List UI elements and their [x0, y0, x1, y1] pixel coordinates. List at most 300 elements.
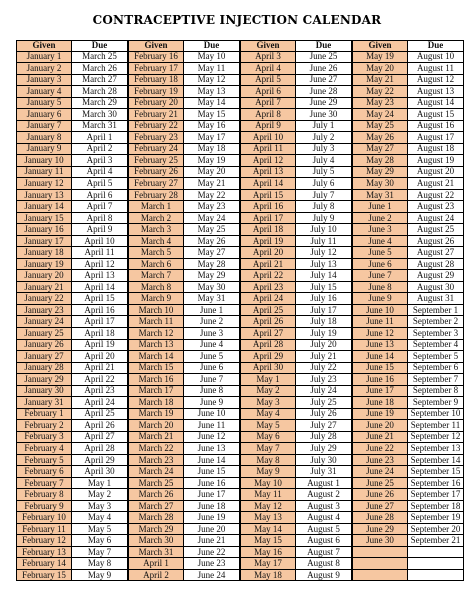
due-date-cell: April 10: [72, 236, 128, 248]
due-date-cell: August 7: [296, 547, 352, 559]
due-date-cell: May 6: [72, 535, 128, 547]
given-date-cell: February 18: [128, 75, 184, 87]
due-date-cell: May 18: [184, 144, 240, 156]
due-date-cell: July 30: [296, 455, 352, 467]
given-date-cell: June 22: [352, 443, 408, 455]
given-date-cell: February 3: [16, 432, 72, 444]
due-date-cell: April 18: [72, 328, 128, 340]
due-date-cell: July 25: [296, 397, 352, 409]
given-date-cell: March 12: [128, 328, 184, 340]
due-date-cell: June 11: [184, 420, 240, 432]
due-date-cell: April 6: [72, 190, 128, 202]
given-date-cell: February 19: [128, 86, 184, 98]
due-date-cell: March 29: [72, 98, 128, 110]
given-date-cell: April 17: [240, 213, 296, 225]
given-date-cell: January 24: [16, 316, 72, 328]
given-date-cell: March 30: [128, 535, 184, 547]
column-header-given: Given: [240, 40, 296, 52]
given-date-cell: February 8: [16, 489, 72, 501]
given-date-cell: February 17: [128, 63, 184, 75]
given-date-cell: January 27: [16, 351, 72, 363]
due-date-cell: April 25: [72, 409, 128, 421]
given-date-cell: January 31: [16, 397, 72, 409]
given-date-cell: May 31: [352, 190, 408, 202]
given-date-cell: March 2: [128, 213, 184, 225]
due-date-cell: July 20: [296, 340, 352, 352]
given-date-cell: May 19: [352, 52, 408, 64]
due-date-cell: August 20: [408, 167, 464, 179]
given-date-cell: June 4: [352, 236, 408, 248]
due-date-cell: June 20: [184, 524, 240, 536]
due-date-cell: July 26: [296, 409, 352, 421]
due-date-cell: August 23: [408, 201, 464, 213]
due-date-cell: July 21: [296, 351, 352, 363]
given-date-cell: April 11: [240, 144, 296, 156]
due-date-cell: August 24: [408, 213, 464, 225]
given-date-cell: March 5: [128, 247, 184, 259]
due-date-cell: August 8: [296, 558, 352, 570]
due-date-cell: June 10: [184, 409, 240, 421]
given-date-cell: February 6: [16, 466, 72, 478]
given-date-cell: June 13: [352, 340, 408, 352]
given-date-cell: May 11: [240, 489, 296, 501]
given-date-cell: June 16: [352, 374, 408, 386]
given-date-cell: April 4: [240, 63, 296, 75]
given-date-cell: January 1: [16, 52, 72, 64]
due-date-cell: June 26: [296, 63, 352, 75]
due-date-cell: September 16: [408, 478, 464, 490]
due-date-cell: May 26: [184, 236, 240, 248]
given-date-cell: January 7: [16, 121, 72, 133]
due-date-cell: [408, 570, 464, 582]
due-date-cell: September 10: [408, 409, 464, 421]
given-date-cell: February 11: [16, 524, 72, 536]
given-date-cell: January 6: [16, 109, 72, 121]
given-date-cell: April 26: [240, 316, 296, 328]
given-date-cell: February 26: [128, 167, 184, 179]
given-date-cell: May 20: [352, 63, 408, 75]
given-date-cell: April 18: [240, 224, 296, 236]
due-date-cell: May 27: [184, 247, 240, 259]
given-date-cell: May 5: [240, 420, 296, 432]
given-date-cell: April 15: [240, 190, 296, 202]
given-date-cell: June 2: [352, 213, 408, 225]
due-date-cell: August 12: [408, 75, 464, 87]
due-date-cell: July 15: [296, 282, 352, 294]
given-date-cell: April 10: [240, 132, 296, 144]
due-date-cell: July 17: [296, 305, 352, 317]
given-date-cell: March 29: [128, 524, 184, 536]
due-date-cell: August 28: [408, 259, 464, 271]
due-date-cell: June 18: [184, 501, 240, 513]
due-date-cell: August 6: [296, 535, 352, 547]
given-date-cell: February 5: [16, 455, 72, 467]
calendar-block-3: [240, 40, 352, 593]
given-date-cell: May 17: [240, 558, 296, 570]
due-date-cell: June 21: [184, 535, 240, 547]
given-date-cell: March 24: [128, 466, 184, 478]
given-date-cell: January 29: [16, 374, 72, 386]
due-date-cell: April 17: [72, 316, 128, 328]
given-date-cell: February 14: [16, 558, 72, 570]
given-date-cell: May 22: [352, 86, 408, 98]
given-date-cell: January 30: [16, 386, 72, 398]
given-date-cell: January 10: [16, 155, 72, 167]
given-date-cell: May 2: [240, 386, 296, 398]
due-date-cell: May 14: [184, 98, 240, 110]
given-date-cell: April 2: [128, 570, 184, 582]
given-date-cell: March 17: [128, 386, 184, 398]
given-date-cell: May 23: [352, 98, 408, 110]
given-date-cell: March 25: [128, 478, 184, 490]
given-date-cell: February 21: [128, 109, 184, 121]
given-date-cell: June 10: [352, 305, 408, 317]
given-date-cell: May 30: [352, 178, 408, 190]
due-date-cell: July 2: [296, 132, 352, 144]
given-date-cell: June 23: [352, 455, 408, 467]
given-date-cell: February 12: [16, 535, 72, 547]
due-date-cell: May 1: [72, 478, 128, 490]
given-date-cell: January 12: [16, 178, 72, 190]
given-date-cell: February 20: [128, 98, 184, 110]
due-date-cell: September 9: [408, 397, 464, 409]
given-date-cell: June 11: [352, 316, 408, 328]
given-date-cell: June 12: [352, 328, 408, 340]
given-date-cell: June 9: [352, 293, 408, 305]
given-date-cell: May 10: [240, 478, 296, 490]
due-date-cell: September 19: [408, 512, 464, 524]
given-date-cell: January 13: [16, 190, 72, 202]
due-date-cell: April 3: [72, 155, 128, 167]
given-date-cell: [352, 547, 408, 559]
due-date-cell: June 6: [184, 363, 240, 375]
due-date-cell: April 27: [72, 432, 128, 444]
column-header-due: Due: [184, 40, 240, 52]
due-date-cell: June 23: [184, 558, 240, 570]
due-date-cell: August 4: [296, 512, 352, 524]
given-date-cell: March 23: [128, 455, 184, 467]
given-date-cell: [352, 558, 408, 570]
given-date-cell: June 7: [352, 270, 408, 282]
given-date-cell: May 13: [240, 512, 296, 524]
given-date-cell: April 8: [240, 109, 296, 121]
given-date-cell: January 20: [16, 270, 72, 282]
given-date-cell: February 24: [128, 144, 184, 156]
due-date-cell: May 25: [184, 224, 240, 236]
given-date-cell: April 29: [240, 351, 296, 363]
given-date-cell: January 25: [16, 328, 72, 340]
given-date-cell: March 1: [128, 201, 184, 213]
given-date-cell: April 23: [240, 282, 296, 294]
given-date-cell: April 28: [240, 340, 296, 352]
given-date-cell: May 15: [240, 535, 296, 547]
due-date-cell: May 12: [184, 75, 240, 87]
due-date-cell: July 27: [296, 420, 352, 432]
given-date-cell: February 15: [16, 570, 72, 582]
column-header-due: Due: [72, 40, 128, 52]
given-date-cell: January 2: [16, 63, 72, 75]
given-date-cell: April 16: [240, 201, 296, 213]
due-date-cell: April 26: [72, 420, 128, 432]
due-date-cell: June 22: [184, 547, 240, 559]
given-date-cell: April 27: [240, 328, 296, 340]
due-date-cell: September 14: [408, 455, 464, 467]
due-date-cell: July 3: [296, 144, 352, 156]
due-date-cell: August 25: [408, 224, 464, 236]
due-date-cell: June 4: [184, 340, 240, 352]
given-date-cell: January 3: [16, 75, 72, 87]
due-date-cell: May 30: [184, 282, 240, 294]
calendar-grid: [16, 40, 465, 593]
given-date-cell: March 19: [128, 409, 184, 421]
due-date-cell: July 1: [296, 121, 352, 133]
due-date-cell: August 13: [408, 86, 464, 98]
given-date-cell: June 30: [352, 535, 408, 547]
given-date-cell: May 14: [240, 524, 296, 536]
given-date-cell: March 7: [128, 270, 184, 282]
due-date-cell: April 28: [72, 443, 128, 455]
given-date-cell: February 1: [16, 409, 72, 421]
due-date-cell: July 22: [296, 363, 352, 375]
due-date-cell: August 2: [296, 489, 352, 501]
given-date-cell: March 3: [128, 224, 184, 236]
given-date-cell: March 31: [128, 547, 184, 559]
given-date-cell: January 23: [16, 305, 72, 317]
given-date-cell: March 26: [128, 489, 184, 501]
due-date-cell: June 1: [184, 305, 240, 317]
due-date-cell: June 29: [296, 98, 352, 110]
given-date-cell: April 9: [240, 121, 296, 133]
due-date-cell: May 19: [184, 155, 240, 167]
due-date-cell: July 12: [296, 247, 352, 259]
due-date-cell: July 24: [296, 386, 352, 398]
due-date-cell: September 13: [408, 443, 464, 455]
given-date-cell: April 24: [240, 293, 296, 305]
due-date-cell: May 9: [72, 570, 128, 582]
given-date-cell: April 22: [240, 270, 296, 282]
given-date-cell: March 13: [128, 340, 184, 352]
calendar-block-4: [352, 40, 464, 593]
due-date-cell: September 15: [408, 466, 464, 478]
due-date-cell: June 2: [184, 316, 240, 328]
given-date-cell: January 28: [16, 363, 72, 375]
given-date-cell: March 8: [128, 282, 184, 294]
given-date-cell: March 27: [128, 501, 184, 513]
due-date-cell: April 24: [72, 397, 128, 409]
given-date-cell: June 14: [352, 351, 408, 363]
given-date-cell: April 14: [240, 178, 296, 190]
given-date-cell: May 6: [240, 432, 296, 444]
given-date-cell: February 9: [16, 501, 72, 513]
due-date-cell: August 15: [408, 109, 464, 121]
due-date-cell: September 11: [408, 420, 464, 432]
due-date-cell: June 7: [184, 374, 240, 386]
due-date-cell: April 7: [72, 201, 128, 213]
due-date-cell: August 9: [296, 570, 352, 582]
due-date-cell: April 1: [72, 132, 128, 144]
due-date-cell: August 17: [408, 132, 464, 144]
due-date-cell: July 16: [296, 293, 352, 305]
given-date-cell: April 7: [240, 98, 296, 110]
due-date-cell: May 11: [184, 63, 240, 75]
given-date-cell: March 22: [128, 443, 184, 455]
due-date-cell: June 25: [296, 52, 352, 64]
due-date-cell: June 3: [184, 328, 240, 340]
due-date-cell: March 26: [72, 63, 128, 75]
given-date-cell: March 16: [128, 374, 184, 386]
due-date-cell: May 29: [184, 270, 240, 282]
given-date-cell: April 3: [240, 52, 296, 64]
due-date-cell: March 31: [72, 121, 128, 133]
given-date-cell: May 27: [352, 144, 408, 156]
given-date-cell: May 16: [240, 547, 296, 559]
given-date-cell: January 22: [16, 293, 72, 305]
due-date-cell: April 20: [72, 351, 128, 363]
given-date-cell: February 28: [128, 190, 184, 202]
given-date-cell: May 26: [352, 132, 408, 144]
due-date-cell: August 19: [408, 155, 464, 167]
due-date-cell: August 5: [296, 524, 352, 536]
given-date-cell: March 15: [128, 363, 184, 375]
due-date-cell: May 22: [184, 190, 240, 202]
due-date-cell: April 15: [72, 293, 128, 305]
due-date-cell: September 21: [408, 535, 464, 547]
due-date-cell: April 22: [72, 374, 128, 386]
due-date-cell: July 10: [296, 224, 352, 236]
due-date-cell: August 16: [408, 121, 464, 133]
given-date-cell: May 21: [352, 75, 408, 87]
due-date-cell: July 6: [296, 178, 352, 190]
given-date-cell: January 15: [16, 213, 72, 225]
due-date-cell: May 10: [184, 52, 240, 64]
given-date-cell: March 21: [128, 432, 184, 444]
due-date-cell: May 4: [72, 512, 128, 524]
due-date-cell: July 18: [296, 316, 352, 328]
due-date-cell: August 1: [296, 478, 352, 490]
given-date-cell: June 1: [352, 201, 408, 213]
given-date-cell: March 28: [128, 512, 184, 524]
given-date-cell: April 5: [240, 75, 296, 87]
due-date-cell: September 6: [408, 363, 464, 375]
given-date-cell: June 25: [352, 478, 408, 490]
due-date-cell: August 11: [408, 63, 464, 75]
due-date-cell: May 21: [184, 178, 240, 190]
due-date-cell: May 8: [72, 558, 128, 570]
given-date-cell: March 11: [128, 316, 184, 328]
given-date-cell: June 5: [352, 247, 408, 259]
given-date-cell: June 20: [352, 420, 408, 432]
given-date-cell: February 7: [16, 478, 72, 490]
column-header-due: Due: [296, 40, 352, 52]
due-date-cell: August 14: [408, 98, 464, 110]
due-date-cell: May 28: [184, 259, 240, 271]
due-date-cell: [408, 558, 464, 570]
given-date-cell: May 24: [352, 109, 408, 121]
column-header-due: Due: [408, 40, 464, 52]
due-date-cell: [408, 547, 464, 559]
due-date-cell: September 17: [408, 489, 464, 501]
due-date-cell: June 5: [184, 351, 240, 363]
due-date-cell: July 14: [296, 270, 352, 282]
given-date-cell: May 1: [240, 374, 296, 386]
due-date-cell: June 8: [184, 386, 240, 398]
given-date-cell: January 5: [16, 98, 72, 110]
given-date-cell: February 25: [128, 155, 184, 167]
given-date-cell: February 4: [16, 443, 72, 455]
due-date-cell: April 16: [72, 305, 128, 317]
given-date-cell: June 21: [352, 432, 408, 444]
given-date-cell: January 26: [16, 340, 72, 352]
given-date-cell: January 11: [16, 167, 72, 179]
due-date-cell: September 5: [408, 351, 464, 363]
due-date-cell: August 3: [296, 501, 352, 513]
given-date-cell: May 18: [240, 570, 296, 582]
due-date-cell: August 10: [408, 52, 464, 64]
due-date-cell: April 30: [72, 466, 128, 478]
given-date-cell: March 6: [128, 259, 184, 271]
given-date-cell: March 20: [128, 420, 184, 432]
due-date-cell: July 7: [296, 190, 352, 202]
due-date-cell: June 13: [184, 443, 240, 455]
given-date-cell: May 9: [240, 466, 296, 478]
given-date-cell: April 6: [240, 86, 296, 98]
given-date-cell: February 22: [128, 121, 184, 133]
given-date-cell: January 4: [16, 86, 72, 98]
due-date-cell: May 24: [184, 213, 240, 225]
given-date-cell: January 17: [16, 236, 72, 248]
due-date-cell: May 13: [184, 86, 240, 98]
due-date-cell: April 12: [72, 259, 128, 271]
due-date-cell: April 9: [72, 224, 128, 236]
given-date-cell: May 25: [352, 121, 408, 133]
given-date-cell: April 21: [240, 259, 296, 271]
given-date-cell: January 21: [16, 282, 72, 294]
due-date-cell: June 12: [184, 432, 240, 444]
due-date-cell: March 27: [72, 75, 128, 87]
due-date-cell: April 2: [72, 144, 128, 156]
due-date-cell: July 13: [296, 259, 352, 271]
due-date-cell: April 11: [72, 247, 128, 259]
due-date-cell: March 25: [72, 52, 128, 64]
given-date-cell: April 20: [240, 247, 296, 259]
due-date-cell: August 29: [408, 270, 464, 282]
due-date-cell: May 2: [72, 489, 128, 501]
given-date-cell: April 1: [128, 558, 184, 570]
due-date-cell: July 19: [296, 328, 352, 340]
given-date-cell: February 16: [128, 52, 184, 64]
due-date-cell: June 15: [184, 466, 240, 478]
given-date-cell: February 2: [16, 420, 72, 432]
due-date-cell: July 29: [296, 443, 352, 455]
given-date-cell: May 7: [240, 443, 296, 455]
given-date-cell: March 10: [128, 305, 184, 317]
given-date-cell: June 18: [352, 397, 408, 409]
due-date-cell: June 27: [296, 75, 352, 87]
due-date-cell: September 12: [408, 432, 464, 444]
given-date-cell: April 13: [240, 167, 296, 179]
due-date-cell: June 17: [184, 489, 240, 501]
given-date-cell: May 3: [240, 397, 296, 409]
due-date-cell: June 16: [184, 478, 240, 490]
due-date-cell: June 24: [184, 570, 240, 582]
due-date-cell: July 23: [296, 374, 352, 386]
given-date-cell: June 26: [352, 489, 408, 501]
given-date-cell: May 29: [352, 167, 408, 179]
given-date-cell: May 8: [240, 455, 296, 467]
due-date-cell: August 18: [408, 144, 464, 156]
given-date-cell: January 8: [16, 132, 72, 144]
given-date-cell: January 16: [16, 224, 72, 236]
